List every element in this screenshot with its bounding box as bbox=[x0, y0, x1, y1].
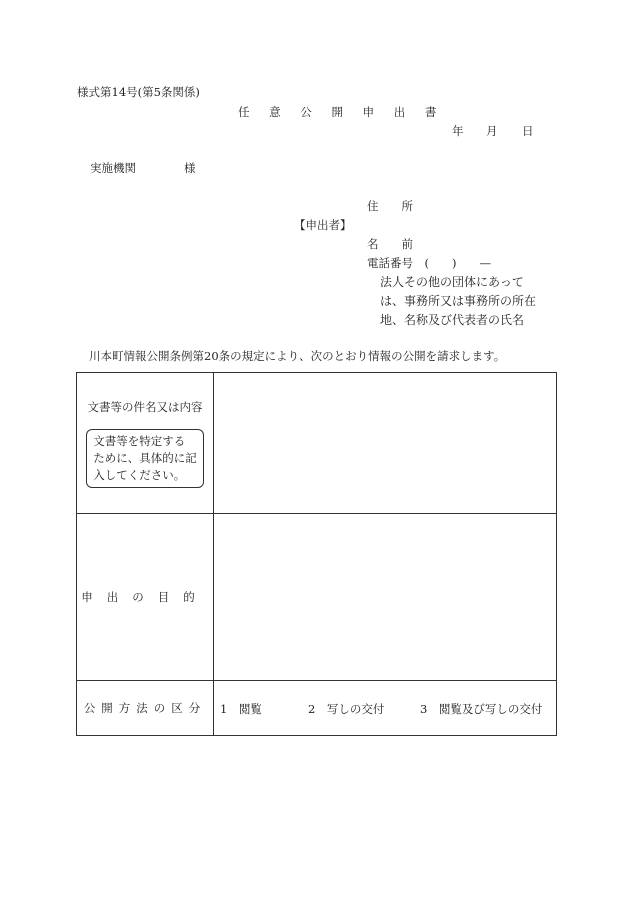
label-cell-disclosure-method bbox=[77, 681, 214, 736]
label-disclosure-method: 公開方法の区分 bbox=[83, 701, 207, 715]
request-table bbox=[76, 372, 557, 736]
row-disclosure-method bbox=[77, 681, 557, 736]
disclosure-method-options bbox=[214, 681, 557, 736]
date-day: 日 bbox=[522, 124, 534, 138]
option-viewing[interactable]: 1 閲覧 bbox=[220, 702, 262, 716]
address-label: 住 所 bbox=[367, 199, 413, 213]
row-purpose bbox=[77, 514, 557, 681]
note-line-1: 文書等を特定する bbox=[93, 433, 186, 448]
option-copy-delivery[interactable]: 2 写しの交付 bbox=[308, 702, 385, 716]
document-subject-field[interactable] bbox=[214, 373, 557, 514]
addressee-name: 実施機関 bbox=[90, 161, 136, 175]
form-number: 様式第14号(第5条関係) bbox=[77, 85, 200, 99]
note-line-2: ために、具体的に記 bbox=[93, 450, 197, 465]
corp-note-line-3: 地、名称及び代表者の氏名 bbox=[380, 313, 525, 327]
purpose-field[interactable] bbox=[214, 514, 557, 681]
corp-note-line-2: は、事務所又は事務所の所在 bbox=[380, 294, 537, 308]
name-label: 名 前 bbox=[367, 237, 413, 251]
form-title: 任 意 公 開 申 出 書 bbox=[238, 105, 445, 119]
note-line-3: 入してください。 bbox=[93, 467, 186, 482]
date-month: 月 bbox=[486, 124, 498, 138]
label-document-subject: 文書等の件名又は内容 bbox=[87, 399, 203, 414]
addressee-suffix: 様 bbox=[184, 161, 196, 175]
corp-note-line-1: 法人その他の団体にあって bbox=[380, 275, 524, 289]
option-viewing-and-copy[interactable]: 3 閲覧及び写しの交付 bbox=[420, 702, 543, 716]
request-statement: 川本町情報公開条例第20条の規定により、次のとおり情報の公開を請求します。 bbox=[89, 349, 506, 363]
phone-label: 電話番号 ( ) — bbox=[367, 256, 491, 270]
label-cell-document-subject bbox=[77, 373, 214, 514]
applicant-heading: 【申出者】 bbox=[294, 218, 352, 232]
document-subject-note bbox=[86, 429, 204, 488]
label-cell-purpose bbox=[77, 514, 214, 681]
date-year: 年 bbox=[452, 124, 464, 138]
label-purpose: 申出の目的 bbox=[81, 590, 209, 604]
row-document-subject bbox=[77, 373, 557, 514]
